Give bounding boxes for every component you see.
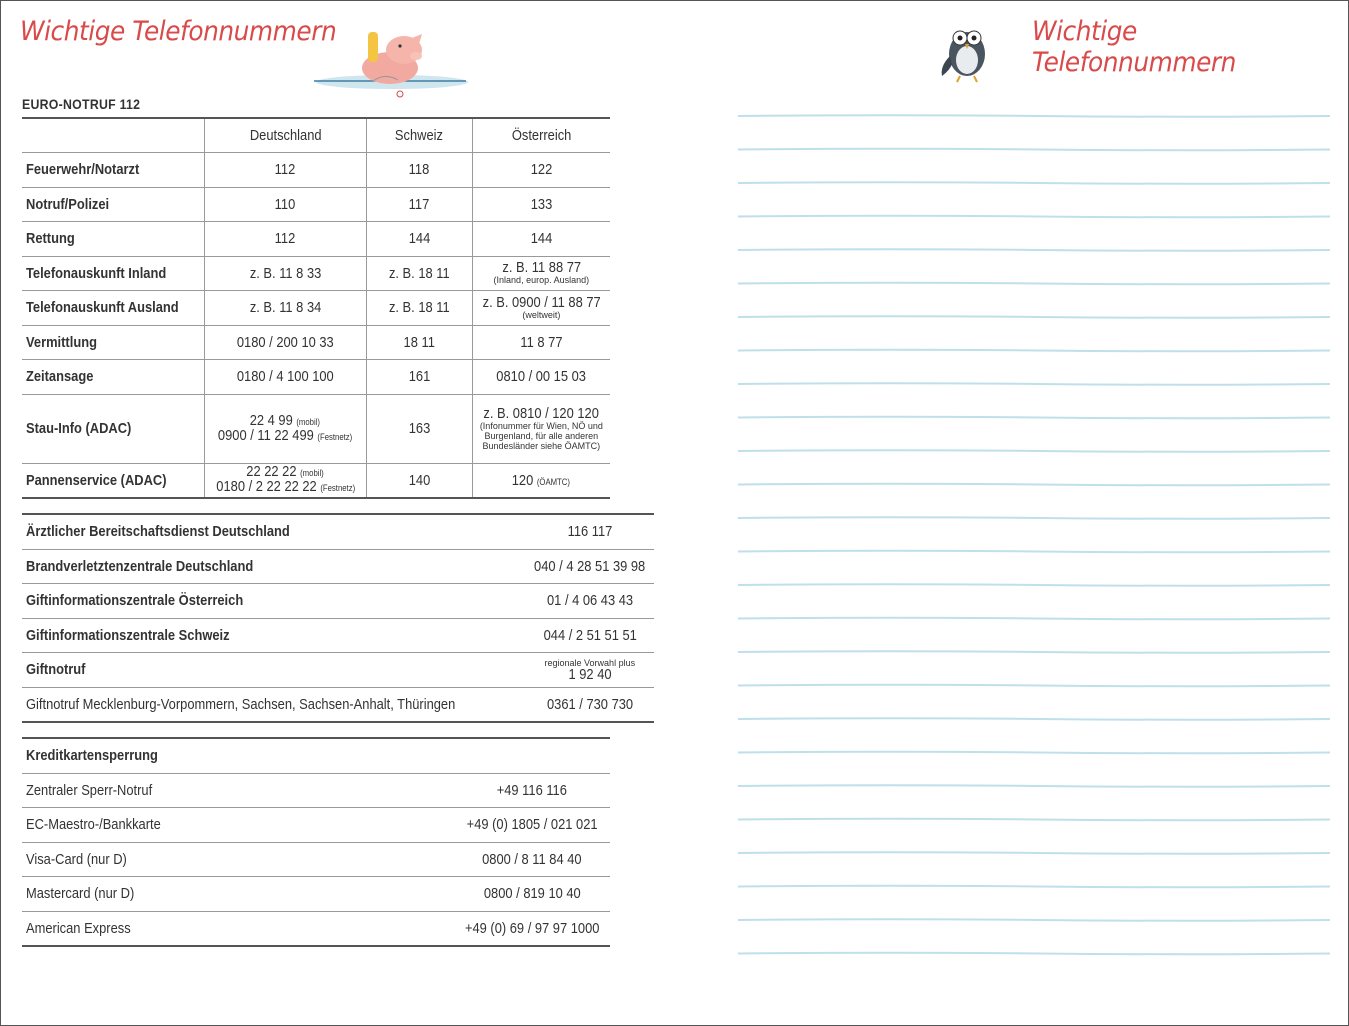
left-page-title: Wichtige Telefonnummern (20, 16, 337, 47)
note-line (738, 249, 1330, 251)
table-row (22, 653, 654, 688)
table-row (22, 773, 610, 808)
table-row (22, 514, 654, 549)
cell-ch: 144 (366, 222, 472, 257)
table-row (22, 549, 654, 584)
cell-ch: 140 (366, 463, 472, 498)
row-label: Giftinformationszentrale Schweiz (22, 618, 525, 653)
row-value: +49 (0) 69 / 97 97 1000 (464, 919, 600, 937)
cell-at: z. B. 0900 / 11 88 77 (weltweit) (472, 291, 610, 326)
credit-card-heading: Kreditkartensperrung (22, 738, 454, 773)
table-row (22, 360, 610, 395)
note-line (738, 584, 1330, 586)
note-line (738, 953, 1330, 955)
row-label: Telefonauskunft Ausland (22, 291, 204, 326)
note-line (738, 182, 1330, 184)
row-label: Ärztlicher Bereitschaftsdienst Deutschland (22, 514, 525, 549)
note-line (738, 685, 1330, 687)
row-label: Telefonauskunft Inland (22, 256, 204, 291)
row-label: Zentraler Sperr-Notruf (22, 773, 454, 808)
table-row (22, 256, 610, 291)
owl-illustration (936, 16, 998, 84)
row-label: EC-Maestro-/Bankkarte (22, 808, 454, 843)
table-row (22, 222, 610, 257)
row-label: Mastercard (nur D) (22, 877, 454, 912)
note-line (738, 450, 1330, 452)
cell-de: 112 (204, 153, 366, 188)
note-line (738, 149, 1330, 151)
note-line (738, 484, 1330, 486)
note-line (738, 852, 1330, 854)
cell-ch: 161 (366, 360, 472, 395)
right-page-title: Wichtige Telefonnummern (1032, 16, 1236, 78)
note-line (738, 383, 1330, 385)
row-label: Stau-Info (ADAC) (22, 394, 204, 463)
table-row (22, 911, 610, 946)
header-deutschland: Deutschland (204, 118, 366, 153)
table-row (22, 584, 654, 619)
emergency-numbers-table (22, 117, 610, 499)
row-label: Visa-Card (nur D) (22, 842, 454, 877)
note-line (738, 350, 1330, 352)
row-value: 0800 / 8 11 84 40 (454, 842, 610, 877)
note-lines-area[interactable] (738, 100, 1330, 960)
note-line (738, 618, 1330, 620)
note-line (738, 819, 1330, 821)
cell-de: 112 (204, 222, 366, 257)
table-header-row (22, 118, 610, 153)
table-row (22, 463, 610, 498)
cell-note: (Inland, europ. Ausland) (493, 275, 590, 286)
table-row (22, 842, 610, 877)
table-row (22, 153, 610, 188)
cell-de: z. B. 11 8 33 (204, 256, 366, 291)
table-row (22, 877, 610, 912)
table-row (22, 187, 610, 222)
cell-ch: 118 (366, 153, 472, 188)
cell-de: 22 4 99 (mobil) 0900 / 11 22 499 (Festnetz) (204, 394, 366, 463)
note-line (738, 283, 1330, 285)
row-value: 01 / 4 06 43 43 (525, 584, 654, 619)
note-line (738, 551, 1330, 553)
row-value (454, 738, 610, 773)
cell-at: 133 (472, 187, 610, 222)
cell-at: 0810 / 00 15 03 (472, 360, 610, 395)
row-value: 044 / 2 51 51 51 (525, 618, 654, 653)
row-label: Giftnotruf (22, 653, 525, 688)
note-line (738, 651, 1330, 653)
cell-note: Burgenland, für alle anderen (484, 430, 599, 441)
row-label: Rettung (22, 222, 204, 257)
header-schweiz: Schweiz (366, 118, 472, 153)
cell-at: 144 (472, 222, 610, 257)
cell-de: 110 (204, 187, 366, 222)
table-row (22, 325, 610, 360)
row-label: American Express (26, 919, 131, 937)
row-value: 0361 / 730 730 (546, 695, 633, 713)
row-label: Giftinformationszentrale Österreich (22, 584, 525, 619)
row-value: 040 / 4 28 51 39 98 (525, 549, 654, 584)
table-row (22, 808, 610, 843)
cell-de: 22 22 22 (mobil) 0180 / 2 22 22 22 (Festnetz) (204, 463, 366, 498)
note-line (738, 919, 1330, 921)
cell-ch: 117 (366, 187, 472, 222)
note-line (738, 115, 1330, 117)
row-label: Pannenservice (ADAC) (26, 471, 167, 489)
row-value: regionale Vorwahl plus 1 92 40 (525, 653, 654, 688)
row-label: Zeitansage (22, 360, 204, 395)
value-note: regionale Vorwahl plus (544, 657, 636, 668)
row-value: 116 117 (525, 514, 654, 549)
cell-at: 11 8 77 (472, 325, 610, 360)
cell-at: 122 (472, 153, 610, 188)
cell-ch: 18 11 (366, 325, 472, 360)
cell-ch: 163 (366, 394, 472, 463)
row-label: Notruf/Polizei (22, 187, 204, 222)
note-line (738, 216, 1330, 218)
pig-on-phone-illustration (312, 26, 468, 102)
cell-at: 120 (ÖAMTC) (472, 463, 610, 498)
row-value: 0800 / 819 10 40 (454, 877, 610, 912)
cell-note: Bundesländer siehe ÖAMTC) (482, 440, 601, 451)
note-line (738, 752, 1330, 754)
cell-note: (weltweit) (522, 309, 561, 320)
cell-ch: z. B. 18 11 (366, 256, 472, 291)
table-row (22, 291, 610, 326)
cell-de: 0180 / 200 10 33 (204, 325, 366, 360)
header-oesterreich: Österreich (472, 118, 610, 153)
cell-note: (Infonummer für Wien, NÖ und (479, 420, 603, 431)
credit-card-table (22, 737, 610, 947)
row-value: +49 (0) 1805 / 021 021 (454, 808, 610, 843)
row-label: Giftnotruf Mecklenburg-Vorpommern, Sachsen, Sachsen-Anhalt, Thüringen (26, 695, 456, 713)
table-row (22, 618, 654, 653)
row-value: +49 116 116 (454, 773, 610, 808)
table-row (22, 738, 610, 773)
euro-notruf-label: EURO-NOTRUF 112 (22, 96, 141, 112)
table-row (22, 394, 610, 463)
row-label: Feuerwehr/Notarzt (22, 153, 204, 188)
cell-de: z. B. 11 8 34 (204, 291, 366, 326)
note-line (738, 785, 1330, 787)
note-line (738, 316, 1330, 318)
note-line (738, 517, 1330, 519)
cell-de: 0180 / 4 100 100 (204, 360, 366, 395)
table-row (22, 687, 654, 722)
note-line (738, 718, 1330, 720)
header-empty-cell (22, 118, 204, 153)
note-line (738, 417, 1330, 419)
row-label: Brandverletztenzentrale Deutschland (22, 549, 525, 584)
cell-at: z. B. 11 88 77 (Inland, europ. Ausland) (472, 256, 610, 291)
cell-at: z. B. 0810 / 120 120 (Infonummer für Wien, NÖ und Burgenland, für alle anderen Bundesländer siehe ÖAMTC) (472, 394, 610, 463)
cell-ch: z. B. 18 11 (366, 291, 472, 326)
row-label: Vermittlung (22, 325, 204, 360)
note-line (738, 886, 1330, 888)
services-table (22, 513, 654, 723)
